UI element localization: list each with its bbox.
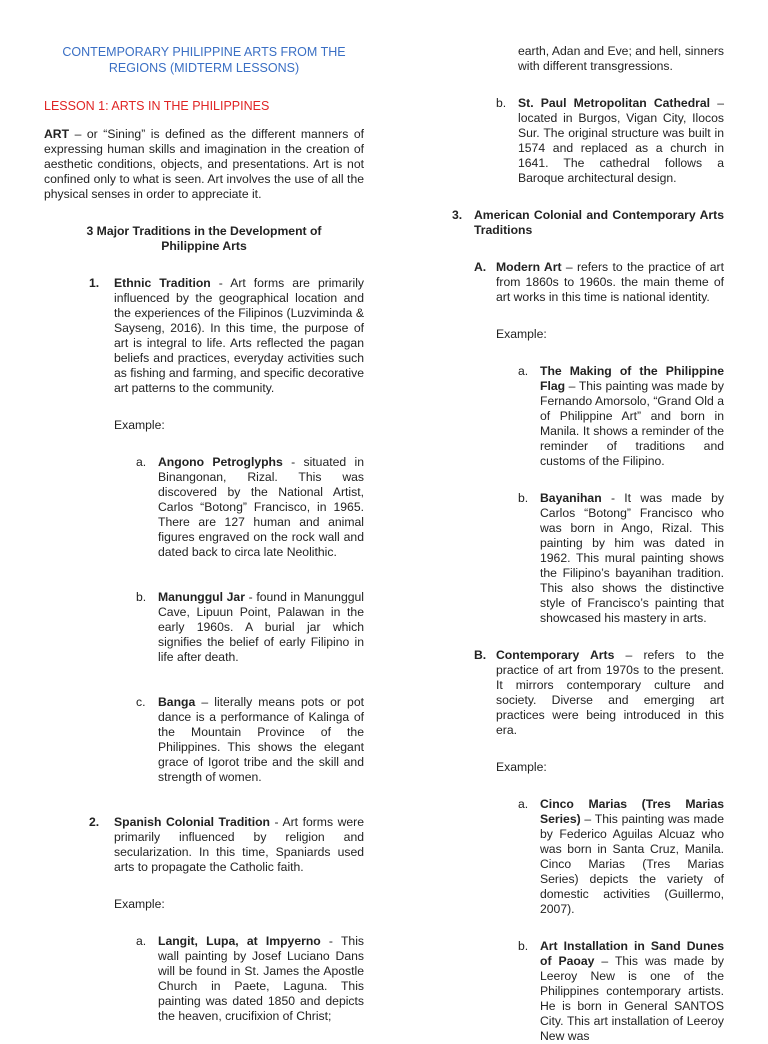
list-item: a. Langit, Lupa, at Impyerno - This wall painting by Josef Luciano Dans will be found in St. James the Apostle Church in Paete, Laguna. This painting was dated 1850 and depicts the heaven, crucifixion of Christ; (136, 934, 364, 1023)
tradition-ethnic (44, 276, 364, 785)
left-column (44, 44, 364, 1024)
right-column (452, 44, 724, 1044)
art-definition-text: – or “Sining” is defined as the different manners of expressing human skills and imagination in the creation of aesthetic conditions, objects, and presentations. Art is not confined only to what is seen. Art involves the use of all the physical senses in order to appreciate it. (44, 127, 364, 201)
document-title: CONTEMPORARY PHILIPPINE ARTS FROM THE REGIONS (MIDTERM LESSONS) (62, 45, 346, 75)
traditions-heading: 3 Major Traditions in the Development of Philippine Arts (86, 224, 322, 253)
lesson-heading: LESSON 1: ARTS IN THE PHILIPPINES (44, 99, 270, 113)
tradition-number: 3. (452, 208, 463, 222)
list-item: a. Cinco Marias (Tres Marias Series) – This painting was made by Federico Aguilas Alcuaz who was born in Santa Cruz, Manila. Cinco Marias (Tres Marias Series) depicts the variety of domestic activities (Guillermo, 2007). (518, 797, 724, 916)
list-item: b. Bayanihan - It was made by Carlos “Botong” Francisco who was born in Ango, Rizal. This painting by him was dated in 1962. This mural painting shows the Filipino’s bayanihan tradition. This also shows the distinctive style of Francisco’s painting that showcased his mastery in arts. (518, 491, 724, 625)
list-item: c. Banga – literally means pots or pot dance is a performance of Kalinga of the Mountain Province of the Philippines. This shows the elegant grace of Igorot tribe and the skill and strength of women. (136, 695, 364, 784)
tradition-name: American Colonial and Contemporary Arts Traditions (474, 208, 724, 237)
tradition-name: Ethnic Tradition (114, 276, 211, 290)
tradition-name: Spanish Colonial Tradition (114, 815, 271, 829)
tradition-spanish (44, 815, 364, 1024)
tradition-number: 2. (89, 815, 100, 829)
list-item: a. Angono Petroglyphs - situated in Binangonan, Rizal. This was discovered by the National Artist, Carlos “Botong” Francisco, in 1965. There are 127 human and animal figures engraved on the rock wall and dated back to circa late Neolithic. (136, 455, 364, 559)
section-modern-art: A. Modern Art – refers to the practice of art from 1860s to 1960s. the main theme of art works in this time is national identity. Example: a. The Making of the Philippine Flag – This painting was made by Fernando Amorsolo, “Grand Old a of Philippine Art” and born in Manila. It shows a reminder of the reminder of traditions and customs of the Filipino. b. Bayanihan - It was made by Carlos “Botong” Francisco who was born in Ango, Rizal. This painting by him was dated in 1962. This mural painting shows the Filipino’s bayanihan tradition. This also shows the distinctive style of Francisco’s painting that showcased his mastery in arts. (474, 260, 724, 625)
example-label: Example: (114, 418, 165, 432)
tradition-text: Spanish Colonial Tradition - Art forms were primarily influenced by religion and secularization. In this time, Spaniards used arts to propagate the Catholic faith. (114, 815, 364, 874)
list-item: a. The Making of the Philippine Flag – This painting was made by Fernando Amorsolo, “Grand Old a of Philippine Art” and born in Manila. It shows a reminder of the reminder of traditions and customs of the Filipino. (518, 364, 724, 468)
example-label: Example: (496, 760, 547, 774)
continuation-text: earth, Adan and Eve; and hell, sinners with different transgressions. (518, 44, 724, 73)
tradition-number: 1. (89, 276, 100, 290)
art-definition (44, 127, 364, 202)
section-contemporary-arts: B. Contemporary Arts – refers to the practice of art from 1970s to the present. It mirrors contemporary culture and society. Diverse and emerging art practices were being introduced in this era. Example: a. Cinco Marias (Tres Marias Series) – This painting was made by Federico Aguilas Alcuaz who was born in Santa Cruz, Manila. Cinco Marias (Tres Marias Series) depicts the variety of domestic activities (Guillermo, 2007). b. Art Installation in Sand Dunes of Paoay – This was made by Leeroy New is one of the Philippines contemporary artists. He is born in General SANTOS City. This art installation of Leeroy New was (474, 648, 724, 1043)
example-label: Example: (114, 897, 165, 911)
example-label: Example: (496, 327, 547, 341)
tradition-text: Ethnic Tradition - Art forms are primarily influenced by the geographical location and the experiences of the Filipinos (Luzviminda & Sayseng, 2016). In this time, the purpose of art is integral to life. Arts reflected the pagan beliefs and practices, everyday activities such as fishing and farming, and specific decorative art patterns to the community. (114, 276, 364, 395)
art-term: ART (44, 127, 70, 141)
list-item: b. Manunggul Jar - found in Manunggul Cave, Lipuun Point, Palawan in the early 1960s. A burial jar which signifies the belief of early Filipino in life after death. (136, 590, 365, 664)
tradition-american (452, 208, 724, 238)
list-item: b. St. Paul Metropolitan Cathedral – located in Burgos, Vigan City, Ilocos Sur. The original structure was built in 1574 and replaced as a church in 1641. The cathedral follows a Baroque architectural design. (496, 96, 724, 185)
list-item: b. Art Installation in Sand Dunes of Paoay – This was made by Leeroy New is one of the Philippines contemporary artists. He is born in General SANTOS City. This art installation of Leeroy New was (518, 939, 724, 1043)
